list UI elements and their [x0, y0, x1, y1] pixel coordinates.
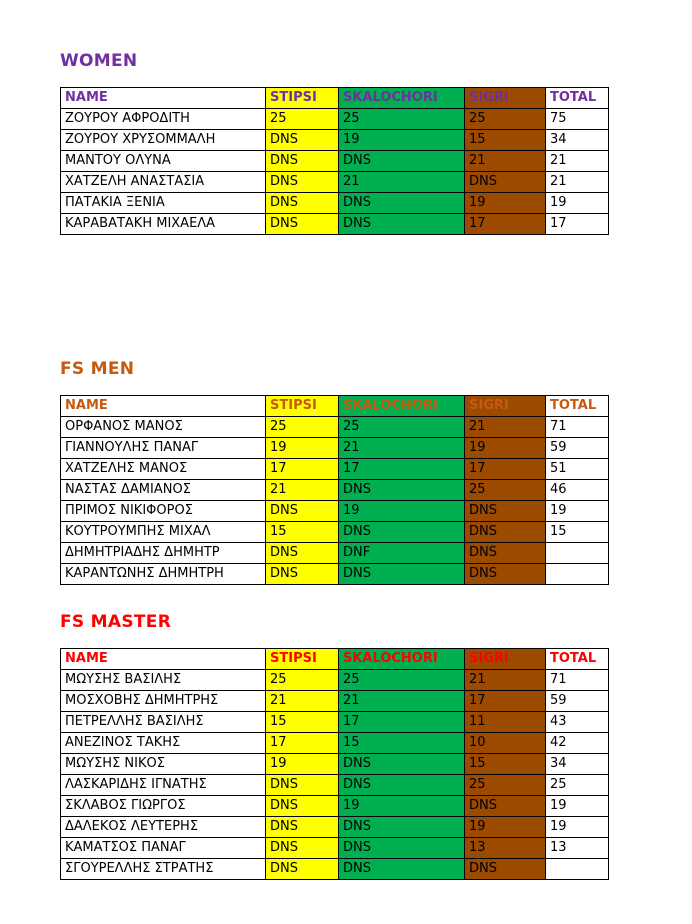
cell-stipsi: DNS: [266, 796, 339, 817]
cell-name: ΔΗΜΗΤΡΙΑΔΗΣ ΔΗΜΗΤΡ: [61, 543, 266, 564]
cell-stipsi: DNS: [266, 564, 339, 585]
cell-name: ΛΑΣΚΑΡΙΔΗΣ ΙΓΝΑΤΗΣ: [61, 775, 266, 796]
table-row: [61, 193, 609, 214]
header-stipsi: STIPSI: [266, 649, 339, 670]
table-row: [61, 109, 609, 130]
results-table-fs-men: [60, 395, 609, 585]
cell-total: 42: [546, 733, 609, 754]
cell-sigri: DNS: [465, 522, 546, 543]
cell-total: 71: [546, 670, 609, 691]
cell-stipsi: 25: [266, 109, 339, 130]
cell-name: ΝΑΣΤΑΣ ΔΑΜΙΑΝΟΣ: [61, 480, 266, 501]
cell-sigri: 10: [465, 733, 546, 754]
cell-stipsi: DNS: [266, 775, 339, 796]
table-row: [61, 712, 609, 733]
cell-sigri: DNS: [465, 859, 546, 880]
cell-name: ΚΟΥΤΡΟΥΜΠΗΣ ΜΙΧΑΛ: [61, 522, 266, 543]
cell-sigri: 11: [465, 712, 546, 733]
cell-total: [546, 859, 609, 880]
cell-name: ΜΑΝΤΟΥ ΟΛΥΝΑ: [61, 151, 266, 172]
cell-name: ΠΕΤΡΕΛΛΗΣ ΒΑΣΙΛΗΣ: [61, 712, 266, 733]
cell-skalochori: DNS: [339, 817, 465, 838]
cell-name: ΜΟΣΧΟΒΗΣ ΔΗΜΗΤΡΗΣ: [61, 691, 266, 712]
table-row: [61, 522, 609, 543]
cell-skalochori: DNS: [339, 151, 465, 172]
cell-total: 15: [546, 522, 609, 543]
cell-skalochori: 19: [339, 130, 465, 151]
cell-name: ΑΝΕΖΙΝΟΣ ΤΑΚΗΣ: [61, 733, 266, 754]
header-stipsi: STIPSI: [266, 396, 339, 417]
table-row: [61, 796, 609, 817]
cell-sigri: 21: [465, 417, 546, 438]
table-header-row: [61, 396, 609, 417]
table-row: [61, 817, 609, 838]
cell-total: 17: [546, 214, 609, 235]
cell-skalochori: DNS: [339, 859, 465, 880]
cell-total: [546, 543, 609, 564]
section-title-women: WOMEN: [60, 51, 138, 71]
cell-total: 19: [546, 501, 609, 522]
cell-stipsi: DNS: [266, 501, 339, 522]
cell-sigri: 25: [465, 775, 546, 796]
cell-sigri: DNS: [465, 564, 546, 585]
table-row: [61, 130, 609, 151]
header-total: TOTAL: [546, 396, 609, 417]
cell-skalochori: 21: [339, 438, 465, 459]
header-name: NAME: [61, 649, 266, 670]
table-row: [61, 670, 609, 691]
cell-skalochori: DNS: [339, 214, 465, 235]
table-row: [61, 417, 609, 438]
table-row: [61, 838, 609, 859]
cell-name: ΚΑΡΑΝΤΩΝΗΣ ΔΗΜΗΤΡΗ: [61, 564, 266, 585]
cell-stipsi: DNS: [266, 859, 339, 880]
cell-total: 71: [546, 417, 609, 438]
header-skalochori: SKALOCHORI: [339, 88, 465, 109]
cell-name: ΜΩΥΣΗΣ ΝΙΚΟΣ: [61, 754, 266, 775]
cell-total: 75: [546, 109, 609, 130]
header-skalochori: SKALOCHORI: [339, 396, 465, 417]
cell-total: 21: [546, 151, 609, 172]
cell-sigri: DNS: [465, 543, 546, 564]
cell-name: ΠΡΙΜΟΣ ΝΙΚΙΦΟΡΟΣ: [61, 501, 266, 522]
cell-name: ΧΑΤΖΕΛΗΣ ΜΑΝΟΣ: [61, 459, 266, 480]
cell-skalochori: DNS: [339, 480, 465, 501]
cell-total: 59: [546, 438, 609, 459]
table-row: [61, 733, 609, 754]
cell-name: ΟΡΦΑΝΟΣ ΜΑΝΟΣ: [61, 417, 266, 438]
cell-stipsi: 17: [266, 733, 339, 754]
header-name: NAME: [61, 88, 266, 109]
header-total: TOTAL: [546, 88, 609, 109]
cell-stipsi: 15: [266, 522, 339, 543]
table-row: [61, 754, 609, 775]
cell-skalochori: 21: [339, 691, 465, 712]
results-table-women: [60, 87, 609, 235]
results-table-fs-master: [60, 648, 609, 880]
cell-sigri: 15: [465, 130, 546, 151]
cell-stipsi: DNS: [266, 151, 339, 172]
header-total: TOTAL: [546, 649, 609, 670]
cell-sigri: DNS: [465, 172, 546, 193]
cell-stipsi: 15: [266, 712, 339, 733]
cell-name: ΣΓΟΥΡΕΛΛΗΣ ΣΤΡΑΤΗΣ: [61, 859, 266, 880]
cell-name: ΖΟΥΡΟΥ ΑΦΡΟΔΙΤΗ: [61, 109, 266, 130]
cell-total: 34: [546, 130, 609, 151]
cell-sigri: 17: [465, 214, 546, 235]
cell-skalochori: 21: [339, 172, 465, 193]
cell-sigri: 17: [465, 691, 546, 712]
cell-skalochori: 17: [339, 459, 465, 480]
cell-name: ΚΑΜΑΤΣΟΣ ΠΑΝΑΓ: [61, 838, 266, 859]
cell-sigri: 13: [465, 838, 546, 859]
section-title-fs-men: FS MEN: [60, 359, 135, 379]
cell-sigri: 25: [465, 480, 546, 501]
header-sigri: SIGRI: [465, 649, 546, 670]
cell-total: 43: [546, 712, 609, 733]
cell-skalochori: 17: [339, 712, 465, 733]
cell-stipsi: DNS: [266, 838, 339, 859]
cell-total: 34: [546, 754, 609, 775]
section-title-fs-master: FS MASTER: [60, 612, 172, 632]
cell-sigri: 17: [465, 459, 546, 480]
section-women: [60, 51, 137, 71]
cell-total: 19: [546, 193, 609, 214]
cell-sigri: 25: [465, 109, 546, 130]
cell-skalochori: DNS: [339, 522, 465, 543]
cell-skalochori: 19: [339, 796, 465, 817]
cell-skalochori: DNS: [339, 775, 465, 796]
header-skalochori: SKALOCHORI: [339, 649, 465, 670]
cell-stipsi: 21: [266, 691, 339, 712]
cell-sigri: 19: [465, 193, 546, 214]
cell-skalochori: DNS: [339, 193, 465, 214]
cell-name: ΣΚΛΑΒΟΣ ΓΙΩΡΓΟΣ: [61, 796, 266, 817]
cell-stipsi: DNS: [266, 543, 339, 564]
section-fs-men: [60, 359, 134, 379]
cell-stipsi: DNS: [266, 172, 339, 193]
cell-skalochori: 15: [339, 733, 465, 754]
section-fs-master: [60, 612, 171, 632]
table-row: [61, 438, 609, 459]
cell-name: ΧΑΤΖΕΛΗ ΑΝΑΣΤΑΣΙΑ: [61, 172, 266, 193]
cell-skalochori: DNS: [339, 564, 465, 585]
cell-sigri: DNS: [465, 796, 546, 817]
cell-sigri: 19: [465, 438, 546, 459]
cell-skalochori: 25: [339, 417, 465, 438]
table-row: [61, 151, 609, 172]
cell-total: 46: [546, 480, 609, 501]
cell-skalochori: DNS: [339, 754, 465, 775]
cell-stipsi: DNS: [266, 214, 339, 235]
cell-sigri: 19: [465, 817, 546, 838]
cell-sigri: DNS: [465, 501, 546, 522]
table-row: [61, 775, 609, 796]
header-sigri: SIGRI: [465, 396, 546, 417]
header-sigri: SIGRI: [465, 88, 546, 109]
cell-stipsi: 25: [266, 417, 339, 438]
cell-name: ΜΩΥΣΗΣ ΒΑΣΙΛΗΣ: [61, 670, 266, 691]
cell-skalochori: 25: [339, 670, 465, 691]
cell-stipsi: DNS: [266, 817, 339, 838]
cell-total: 19: [546, 796, 609, 817]
table-row: [61, 501, 609, 522]
cell-skalochori: 25: [339, 109, 465, 130]
table-row: [61, 480, 609, 501]
cell-name: ΓΙΑΝΝΟΥΛΗΣ ΠΑΝΑΓ: [61, 438, 266, 459]
cell-stipsi: DNS: [266, 130, 339, 151]
cell-stipsi: DNS: [266, 193, 339, 214]
table-row: [61, 459, 609, 480]
cell-total: 13: [546, 838, 609, 859]
table-row: [61, 172, 609, 193]
table-row: [61, 543, 609, 564]
table-row: [61, 859, 609, 880]
cell-sigri: 21: [465, 670, 546, 691]
table-header-row: [61, 88, 609, 109]
cell-total: 51: [546, 459, 609, 480]
cell-name: ΖΟΥΡΟΥ ΧΡΥΣΟΜΜΑΛΗ: [61, 130, 266, 151]
table-header-row: [61, 649, 609, 670]
cell-stipsi: 19: [266, 438, 339, 459]
cell-stipsi: 17: [266, 459, 339, 480]
table-row: [61, 214, 609, 235]
table-row: [61, 564, 609, 585]
cell-stipsi: 19: [266, 754, 339, 775]
cell-stipsi: 25: [266, 670, 339, 691]
cell-total: 59: [546, 691, 609, 712]
cell-name: ΔΑΛΕΚΟΣ ΛΕΥΤΕΡΗΣ: [61, 817, 266, 838]
cell-sigri: 15: [465, 754, 546, 775]
cell-skalochori: DNF: [339, 543, 465, 564]
header-stipsi: STIPSI: [266, 88, 339, 109]
cell-skalochori: 19: [339, 501, 465, 522]
cell-sigri: 21: [465, 151, 546, 172]
table-row: [61, 691, 609, 712]
cell-total: [546, 564, 609, 585]
cell-total: 25: [546, 775, 609, 796]
cell-skalochori: DNS: [339, 838, 465, 859]
cell-stipsi: 21: [266, 480, 339, 501]
header-name: NAME: [61, 396, 266, 417]
cell-name: ΠΑΤΑΚΙΑ ΞΕΝΙΑ: [61, 193, 266, 214]
cell-total: 19: [546, 817, 609, 838]
cell-name: ΚΑΡΑΒΑΤΑΚΗ ΜΙΧΑΕΛΑ: [61, 214, 266, 235]
cell-total: 21: [546, 172, 609, 193]
